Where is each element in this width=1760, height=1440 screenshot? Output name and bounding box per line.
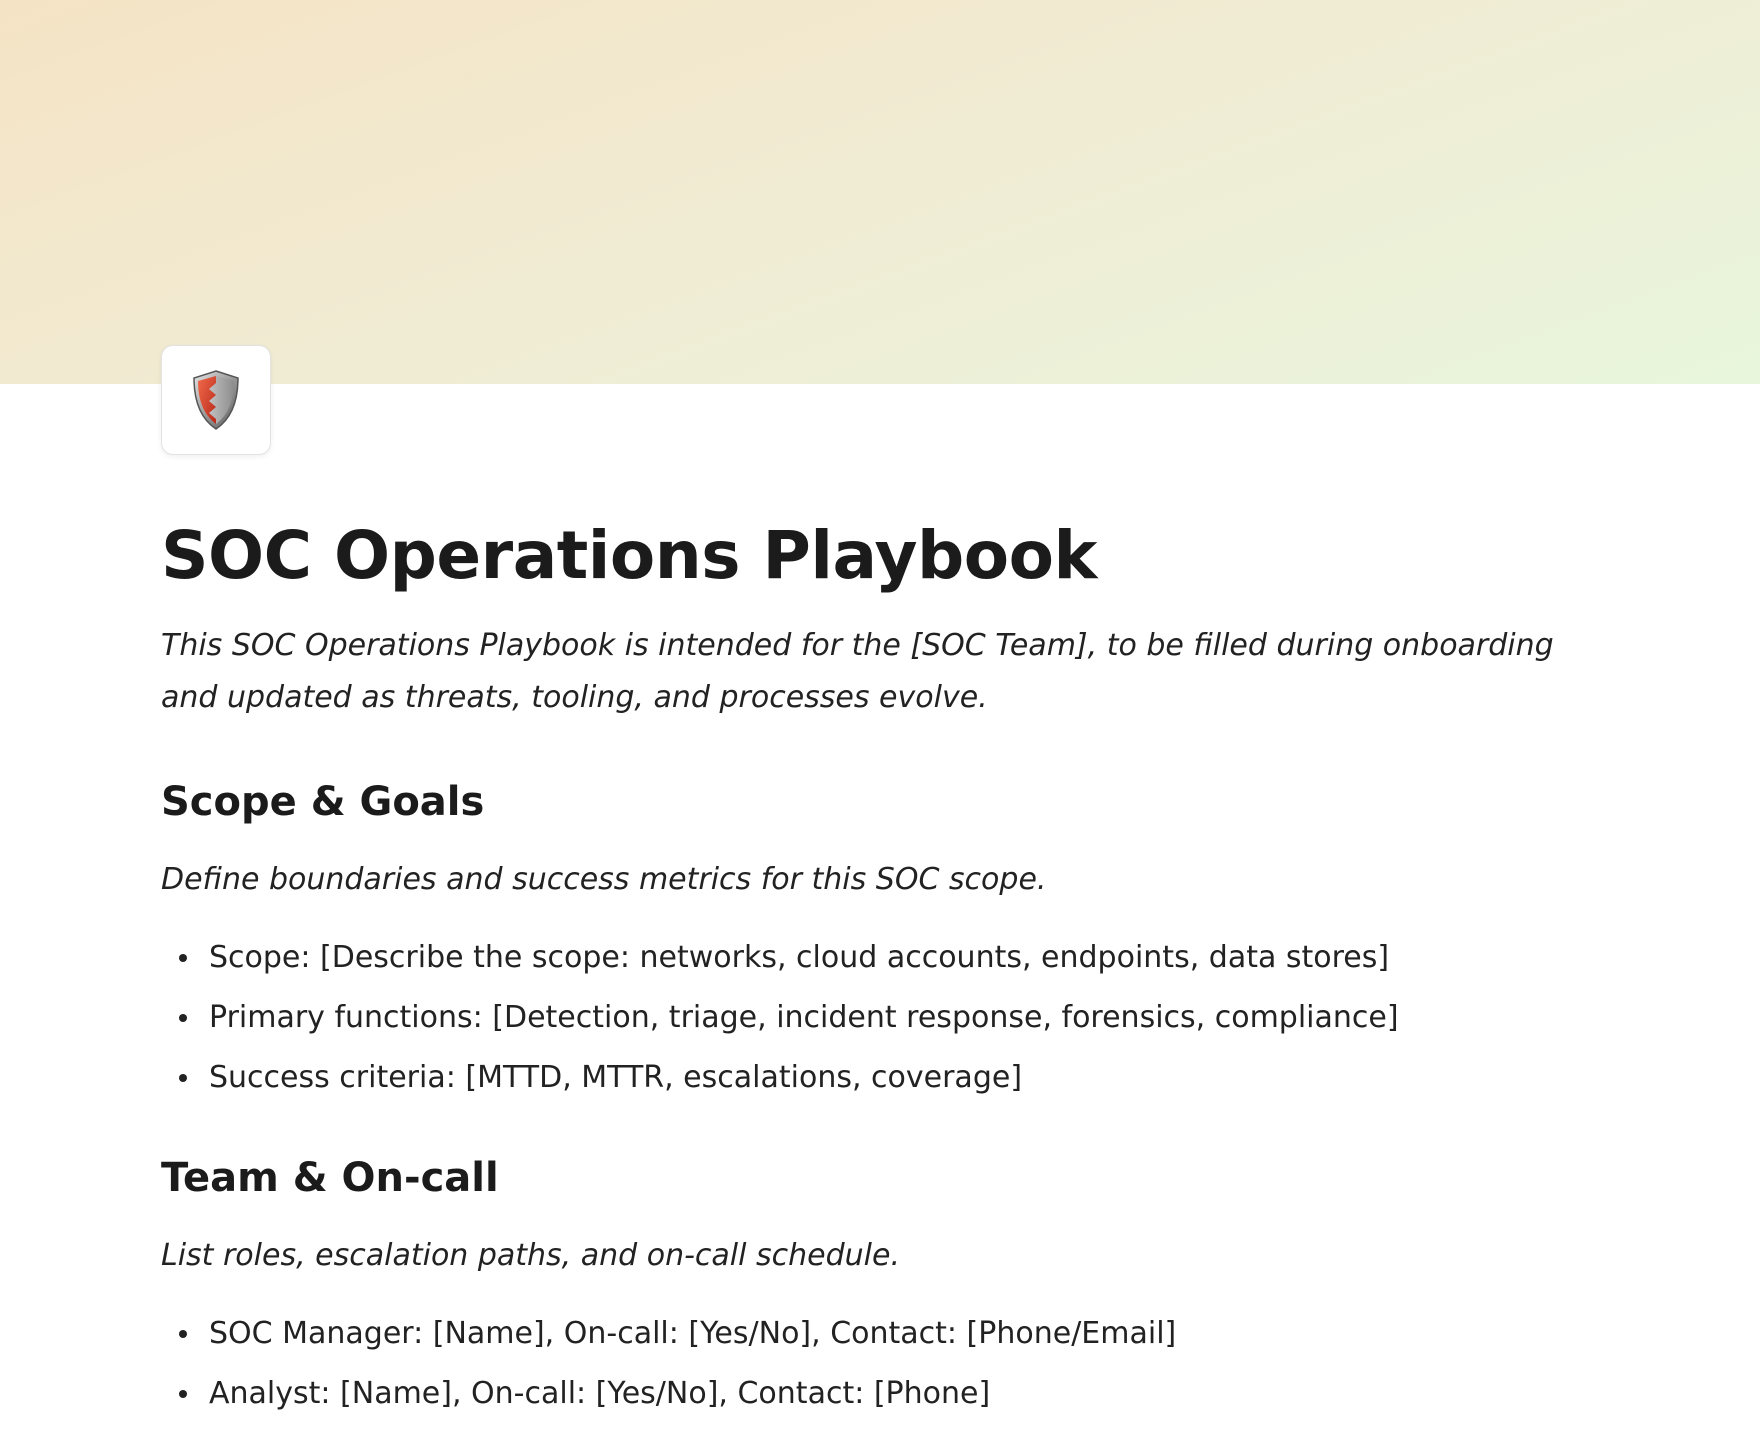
page-content xyxy=(161,500,1601,1424)
section-description[interactable]: Define boundaries and success metrics for this SOC scope. xyxy=(161,862,1047,897)
list-item[interactable]: Analyst: [Name], On-call: [Yes/No], Contact: [Phone] xyxy=(209,1364,1601,1424)
bullet-list xyxy=(161,1304,1601,1424)
bullet-list xyxy=(161,928,1601,1108)
page-title[interactable]: SOC Operations Playbook xyxy=(161,517,1097,594)
list-item[interactable]: SOC Manager: [Name], On-call: [Yes/No], Contact: [Phone/Email] xyxy=(209,1304,1601,1364)
page-intro[interactable]: This SOC Operations Playbook is intended for the [SOC Team], to be filled during onboarding and updated as threats, tooling, and processes evolve. xyxy=(161,628,1554,715)
page-cover[interactable] xyxy=(0,0,1760,384)
list-item[interactable]: Primary functions: [Detection, triage, incident response, forensics, compliance] xyxy=(209,988,1601,1048)
list-item[interactable]: Scope: [Describe the scope: networks, cloud accounts, endpoints, data stores] xyxy=(209,928,1601,988)
section-scope-goals xyxy=(161,772,1601,1108)
section-heading[interactable]: Team & On-call xyxy=(161,1155,499,1201)
section-heading[interactable]: Scope & Goals xyxy=(161,779,485,825)
section-description[interactable]: List roles, escalation paths, and on-call schedule. xyxy=(161,1238,900,1273)
page-icon-button[interactable] xyxy=(161,345,271,455)
list-item[interactable]: Success criteria: [MTTD, MTTR, escalations, coverage] xyxy=(209,1048,1601,1108)
shield-icon xyxy=(190,369,242,431)
section-team-oncall xyxy=(161,1148,1601,1424)
